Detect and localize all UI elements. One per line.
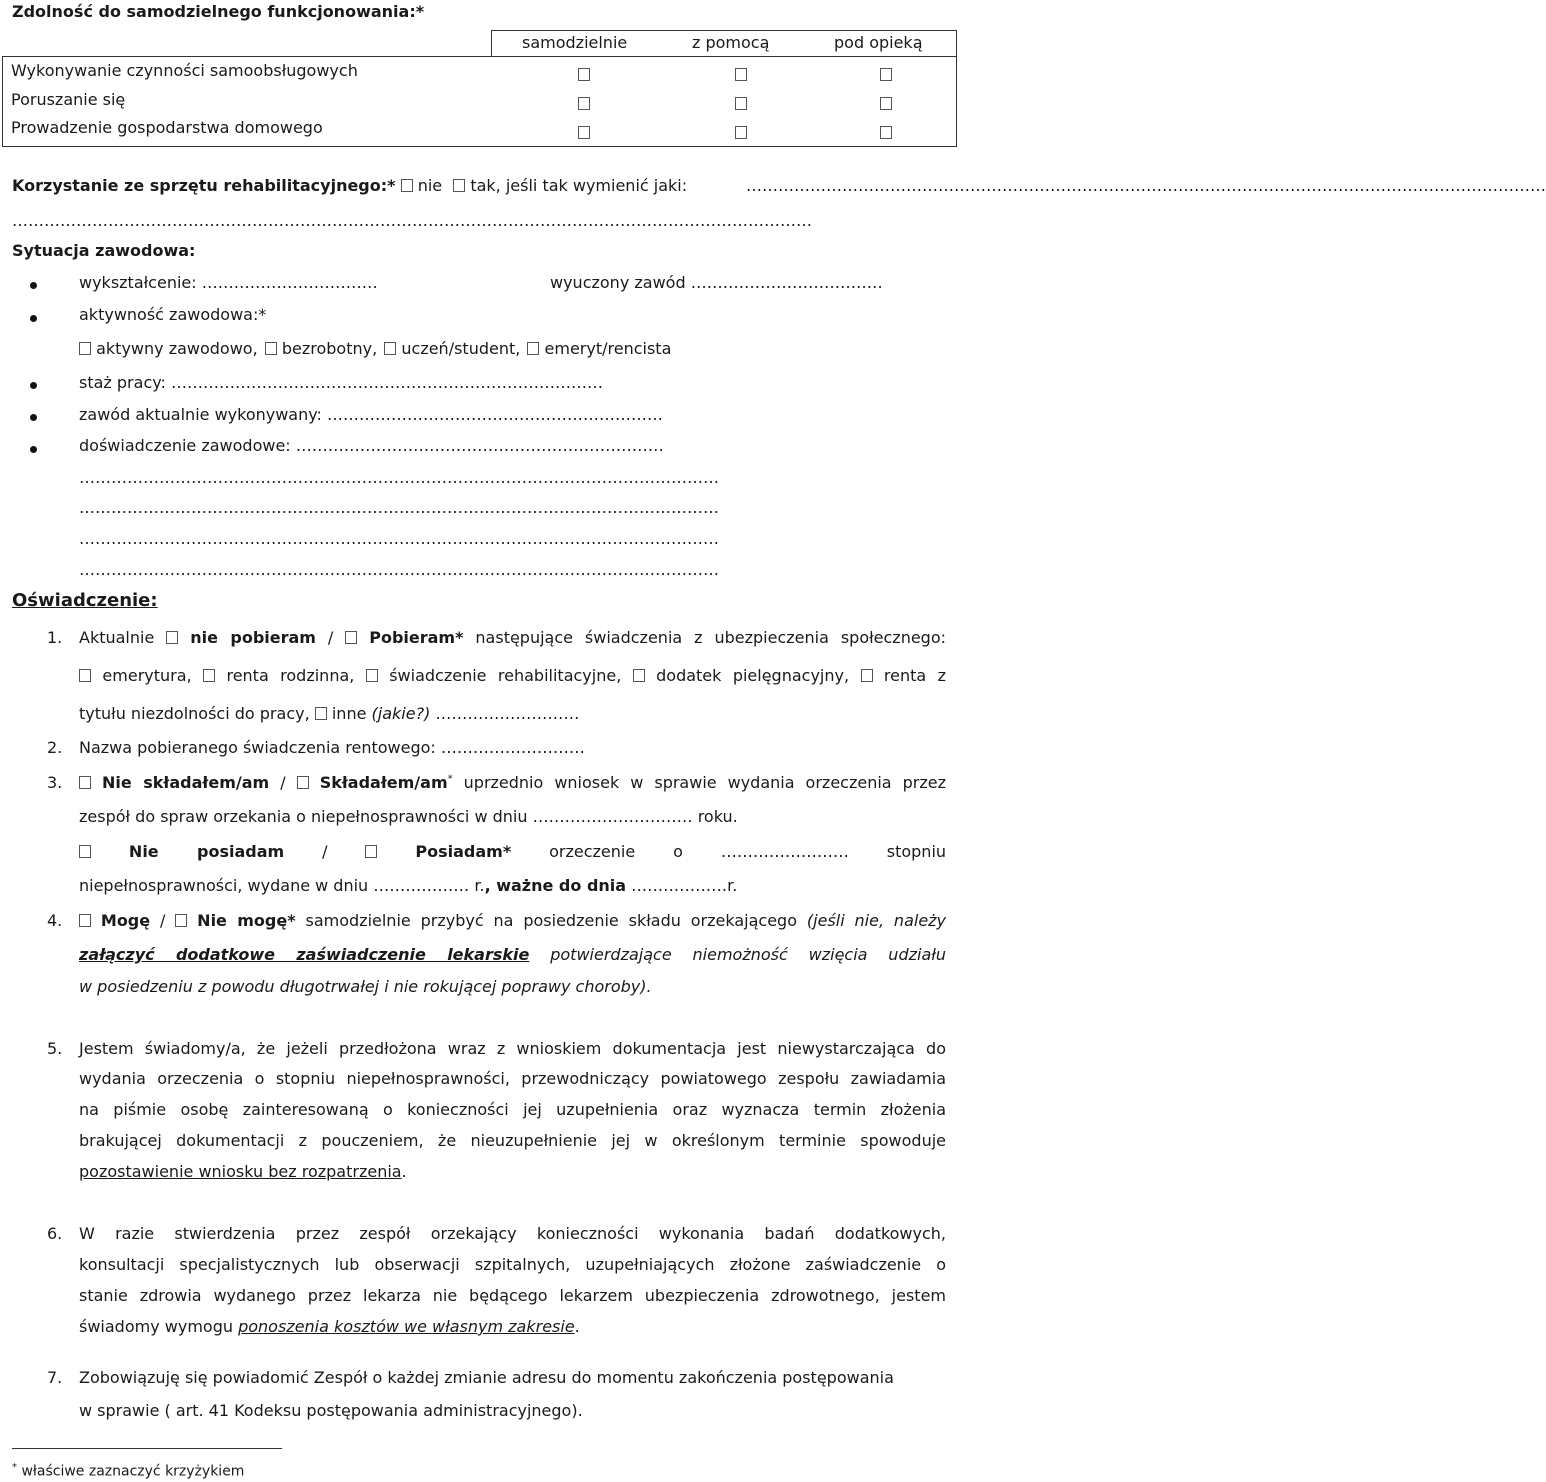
- option-label: nie: [417, 176, 443, 195]
- item-3-line-2: zespół do spraw orzekania o niepełnosprawności w dniu ………………………… roku.: [79, 807, 738, 826]
- item-number: 3.: [47, 773, 63, 792]
- checkbox[interactable]: [527, 342, 539, 355]
- footnote-separator: [12, 1448, 282, 1449]
- option-label: tak, jeśli tak wymienić jaki:: [470, 176, 688, 195]
- item-number: 7.: [47, 1368, 63, 1387]
- fill-line[interactable]: …………………………: [532, 807, 693, 826]
- current-job-field[interactable]: zawód aktualnie wykonywany: ………………………………………………………: [79, 405, 664, 424]
- table-row-label: Poruszanie się: [11, 90, 126, 109]
- column-header-with-help: z pomocą: [692, 33, 770, 52]
- checkbox[interactable]: [79, 776, 91, 789]
- item-2-text[interactable]: Nazwa pobieranego świadczenia rentowego: ………………………: [79, 738, 585, 757]
- table-header-left-border: [491, 30, 492, 57]
- item-number: 4.: [47, 911, 63, 930]
- column-header-independent: samodzielnie: [522, 33, 628, 52]
- footnote: * właściwe zaznaczyć krzyżykiem: [12, 1462, 245, 1480]
- checkbox[interactable]: [79, 342, 91, 355]
- checkbox[interactable]: [203, 669, 215, 682]
- option-label: emeryt/rencista: [544, 339, 672, 358]
- table-row-label: Prowadzenie gospodarstwa domowego: [11, 118, 323, 137]
- item-4-line-2: załączyć dodatkowe zaświadczenie lekarskie potwierdzające niemożność wzięcia udziału: [79, 945, 946, 964]
- fill-line[interactable]: ………………………: [435, 704, 580, 723]
- checkbox[interactable]: [365, 845, 377, 858]
- fill-line[interactable]: …………………………………………………………………………………………………………: [79, 529, 719, 548]
- item-number: 5.: [47, 1039, 63, 1058]
- item-4-line-1: Mogę / Nie mogę* samodzielnie przybyć na posiedzenie składu orzekającego (jeśli nie, należy: [79, 911, 946, 930]
- fill-line[interactable]: ……………………………………………………………………………………………………………………………………: [12, 211, 812, 230]
- checkbox[interactable]: [79, 669, 91, 682]
- seniority-field[interactable]: staż pracy: ………………………………………………………………………: [79, 373, 604, 392]
- fill-line[interactable]: …………………………………………………………………………………………………………: [79, 498, 719, 517]
- checkbox[interactable]: [297, 776, 309, 789]
- table-row-label: Wykonywanie czynności samoobsługowych: [11, 61, 358, 80]
- checkbox[interactable]: [880, 97, 892, 110]
- checkbox[interactable]: [79, 845, 91, 858]
- fill-line[interactable]: …………………………………………………………………………………………………………: [79, 560, 719, 579]
- item-3-line-1: Nie składałem/am / Składałem/am* uprzednio wniosek w sprawie wydania orzeczenia przez: [79, 773, 946, 792]
- item-number: 1.: [47, 628, 63, 647]
- checkbox[interactable]: [345, 631, 357, 644]
- item-3-line-3: Nie posiadam / Posiadam* orzeczenie o …………………… stopniu: [79, 842, 946, 861]
- declaration-heading: Oświadczenie:: [12, 590, 158, 611]
- option-label: bezrobotny,: [281, 339, 378, 358]
- column-header-under-care: pod opieką: [834, 33, 923, 52]
- fill-line[interactable]: …………………………………………………………………………………………………………: [79, 468, 719, 487]
- equipment-line: [12, 176, 687, 195]
- fill-line[interactable]: ………………: [373, 876, 470, 895]
- item-1-line-3: tytułu niezdolności do pracy, inne (jakie?) ………………………: [79, 704, 580, 723]
- checkbox[interactable]: [735, 68, 747, 81]
- option-label: aktywny zawodowo,: [96, 339, 258, 358]
- profession-field[interactable]: wyuczony zawód ………………………………: [550, 273, 883, 292]
- checkbox[interactable]: [166, 631, 178, 644]
- fill-line[interactable]: ……………………: [720, 842, 849, 861]
- bullet-icon: [30, 282, 37, 289]
- education-field[interactable]: wykształcenie: ……………………………: [79, 273, 378, 292]
- checkbox[interactable]: [366, 669, 378, 682]
- functioning-heading: Zdolność do samodzielnego funkcjonowania:*: [12, 2, 425, 21]
- bullet-icon: [30, 414, 37, 421]
- table-top-border: [491, 30, 957, 31]
- item-number: 6.: [47, 1224, 63, 1243]
- item-5-line: Jestem świadomy/a, że jeżeli przedłożona wraz z wnioskiem dokumentacja jest niewystarczająca do: [79, 1039, 946, 1058]
- fill-line[interactable]: ……………………………………………………………………………………………………………………………………: [746, 176, 1546, 195]
- checkbox[interactable]: [861, 669, 873, 682]
- item-5-line: pozostawienie wniosku bez rozpatrzenia.: [79, 1162, 407, 1181]
- checkbox[interactable]: [401, 179, 413, 192]
- checkbox[interactable]: [578, 97, 590, 110]
- table-bottom-border: [2, 146, 957, 147]
- bullet-icon: [30, 382, 37, 389]
- option-label: uczeń/student,: [401, 339, 521, 358]
- checkbox[interactable]: [880, 126, 892, 139]
- table-right-border: [956, 30, 957, 147]
- experience-field[interactable]: doświadczenie zawodowe: ……………………………………………………………: [79, 436, 664, 455]
- checkbox[interactable]: [735, 97, 747, 110]
- activity-options: [79, 339, 671, 358]
- item-6-line: stanie zdrowia wydanego przez lekarza nie będącego lekarzem ubezpieczenia zdrowotnego, jestem: [79, 1286, 946, 1305]
- item-5-line: brakującej dokumentacji z pouczeniem, że nieuzupełnienie jej w określonym terminie spowoduje: [79, 1131, 946, 1150]
- checkbox[interactable]: [315, 707, 327, 720]
- checkbox[interactable]: [578, 68, 590, 81]
- item-6-line: W razie stwierdzenia przez zespół orzekający konieczności wykonania badań dodatkowych,: [79, 1224, 946, 1243]
- item-1-line-1: Aktualnie nie pobieram / Pobieram* następujące świadczenia z ubezpieczenia społecznego:: [79, 628, 947, 647]
- checkbox[interactable]: [79, 914, 91, 927]
- fill-line[interactable]: ………………: [631, 876, 728, 895]
- item-4-line-3: w posiedzeniu z powodu długotrwałej i nie rokującej poprawy choroby).: [79, 977, 652, 996]
- item-7-line: w sprawie ( art. 41 Kodeksu postępowania administracyjnego).: [79, 1401, 583, 1420]
- table-left-border: [2, 56, 3, 147]
- item-3-line-4: niepełnosprawności, wydane w dniu ……………… r., ważne do dnia ………………r.: [79, 876, 738, 895]
- item-number: 2.: [47, 738, 63, 757]
- checkbox[interactable]: [735, 126, 747, 139]
- item-5-line: na piśmie osobę zainteresowaną o konieczności jej uzupełnienia oraz wyznacza termin złożenia: [79, 1100, 946, 1119]
- checkbox[interactable]: [578, 126, 590, 139]
- checkbox[interactable]: [880, 68, 892, 81]
- item-6-line: konsultacji specjalistycznych lub obserwacji szpitalnych, uzupełniających złożone zaświadczenie o: [79, 1255, 946, 1274]
- checkbox[interactable]: [453, 179, 465, 192]
- item-5-line: wydania orzeczenia o stopniu niepełnosprawności, przewodniczący powiatowego zespołu zawiadamia: [79, 1069, 946, 1088]
- equipment-label: Korzystanie ze sprzętu rehabilitacyjnego:*: [12, 176, 396, 195]
- bullet-icon: [30, 446, 37, 453]
- checkbox[interactable]: [633, 669, 645, 682]
- table-header-border: [2, 56, 957, 57]
- checkbox[interactable]: [175, 914, 187, 927]
- item-1-line-2: emerytura, renta rodzinna, świadczenie rehabilitacyjne, dodatek pielęgnacyjny, renta z: [79, 666, 946, 685]
- activity-label: aktywność zawodowa:*: [79, 305, 267, 324]
- bullet-icon: [30, 315, 37, 322]
- work-heading: Sytuacja zawodowa:: [12, 241, 196, 260]
- checkbox[interactable]: [265, 342, 277, 355]
- item-7-line: Zobowiązuję się powiadomić Zespół o każdej zmianie adresu do momentu zakończenia postępowania: [79, 1368, 894, 1387]
- checkbox[interactable]: [384, 342, 396, 355]
- item-6-line: świadomy wymogu ponoszenia kosztów we własnym zakresie.: [79, 1317, 580, 1336]
